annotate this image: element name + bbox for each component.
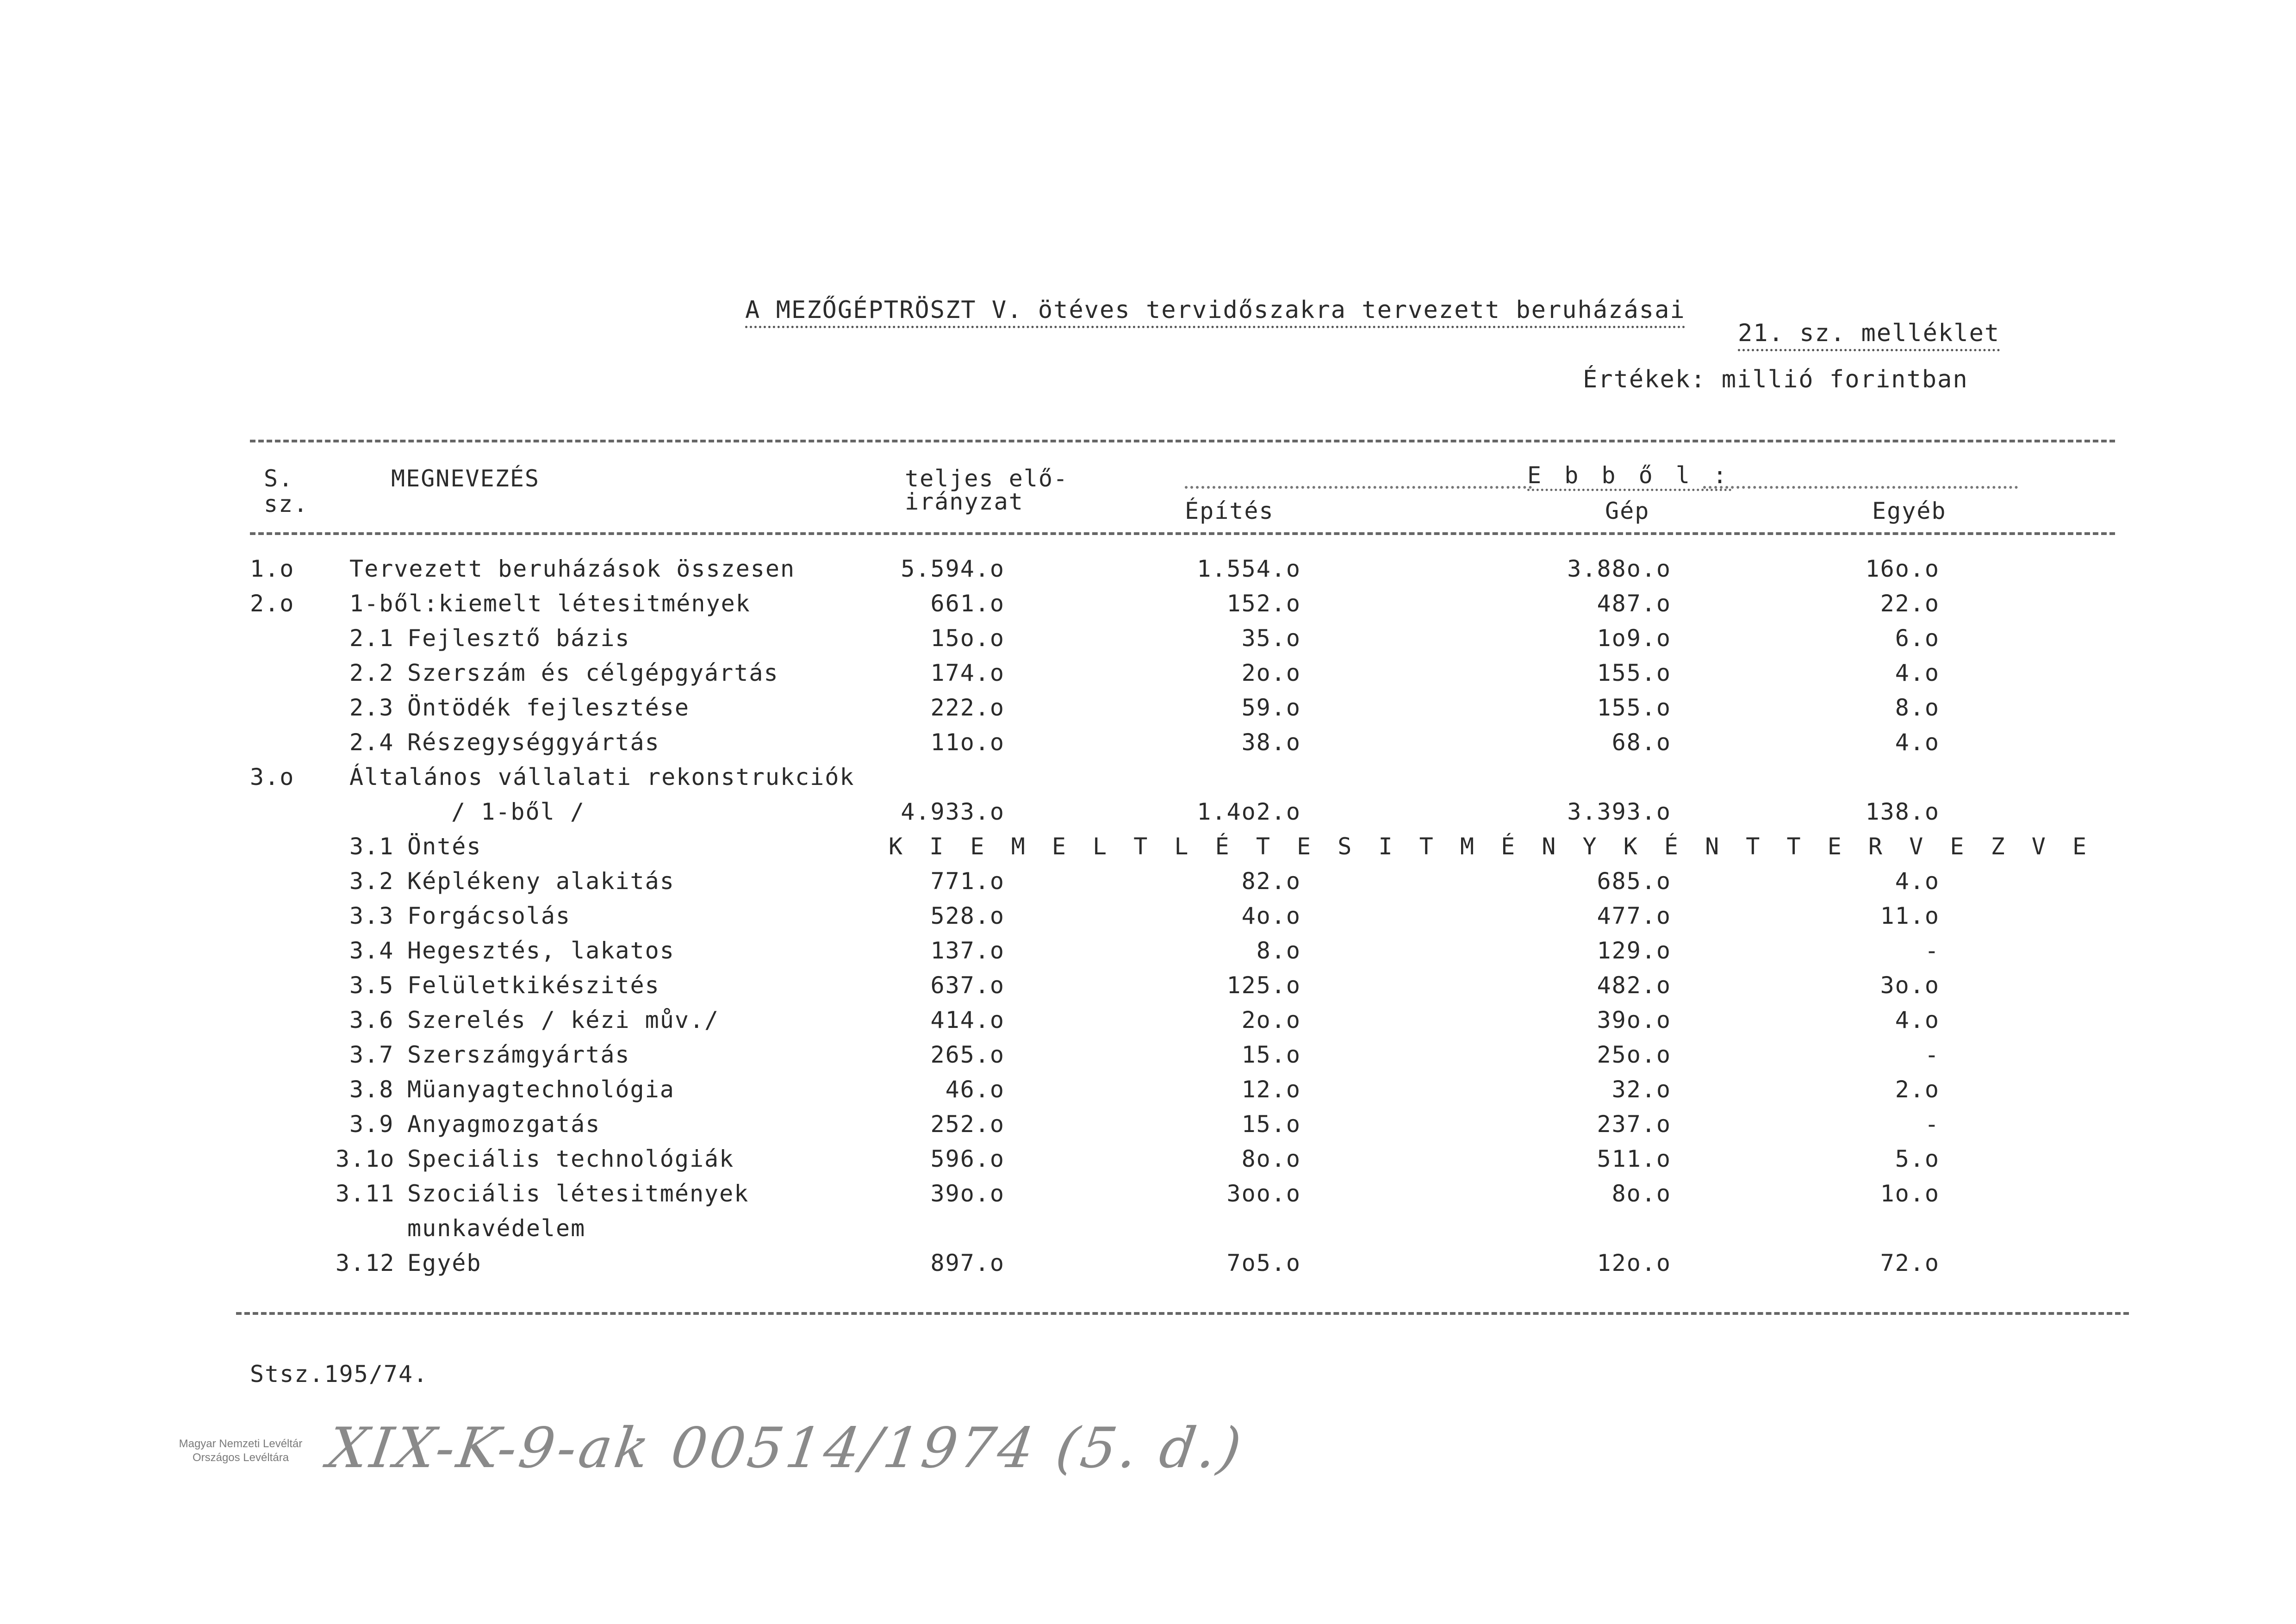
table-row bbox=[0, 798, 2296, 833]
cell-other: 11.o bbox=[1880, 902, 1940, 929]
table-row bbox=[0, 729, 2296, 764]
cell-total: 39o.o bbox=[930, 1180, 1005, 1207]
table-row bbox=[0, 555, 2296, 590]
cell-total: 4.933.o bbox=[901, 798, 1005, 825]
row-label: Öntés bbox=[407, 833, 482, 860]
cell-build: 38.o bbox=[1241, 729, 1301, 756]
footer-reference: Stsz.195/74. bbox=[250, 1361, 429, 1388]
row-subnumber: 2.4 bbox=[349, 729, 394, 756]
table-row bbox=[0, 1076, 2296, 1111]
handwritten-archive-reference: XIX-K-9-ak 00514/1974 (5. d.) bbox=[324, 1416, 1248, 1481]
cell-other: - bbox=[1924, 1041, 1940, 1068]
cell-machine: 155.o bbox=[1597, 660, 1671, 686]
cell-machine: 155.o bbox=[1597, 694, 1671, 721]
document-title: A MEZŐGÉPTRÖSZT V. ötéves tervidőszakra tervezett beruházásai bbox=[745, 296, 1686, 328]
row-label: Felületkikészités bbox=[407, 972, 660, 999]
row-label: Általános vállalati rekonstrukciók bbox=[349, 764, 855, 790]
cell-build: 152.o bbox=[1226, 590, 1301, 617]
cell-total: 11o.o bbox=[930, 729, 1005, 756]
row-subnumber: 3.3 bbox=[349, 902, 394, 929]
row-subnumber: 3.12 bbox=[336, 1250, 395, 1276]
row-subnumber: 3.1 bbox=[349, 833, 394, 860]
cell-machine: 68.o bbox=[1612, 729, 1671, 756]
row-subnumber: 3.1o bbox=[336, 1145, 395, 1172]
table-row bbox=[0, 1111, 2296, 1145]
row-note: K I E M E L T L É T E S I T M É N Y K É N T T E R V E Z V E bbox=[889, 833, 2093, 860]
table-row bbox=[0, 660, 2296, 694]
table-row bbox=[0, 972, 2296, 1007]
cell-build: 1.554.o bbox=[1197, 555, 1301, 582]
cell-other: 1o.o bbox=[1880, 1180, 1940, 1207]
cell-machine: 129.o bbox=[1597, 937, 1671, 964]
ebbol-left-rule bbox=[1185, 486, 1532, 489]
header-machine: Gép bbox=[1605, 498, 1650, 524]
cell-machine: 477.o bbox=[1597, 902, 1671, 929]
row-subnumber: 3.11 bbox=[336, 1180, 395, 1207]
cell-other: 4.o bbox=[1895, 729, 1940, 756]
cell-machine: 511.o bbox=[1597, 1145, 1671, 1172]
header-ebbol: E b b ő l : bbox=[1527, 462, 1731, 491]
row-subnumber: 3.4 bbox=[349, 937, 394, 964]
row-subnumber: 3.6 bbox=[349, 1007, 394, 1033]
table-row bbox=[0, 1215, 2296, 1250]
cell-machine: 1o9.o bbox=[1597, 625, 1671, 652]
archive-stamp bbox=[167, 1437, 315, 1465]
row-label: Szerszámgyártás bbox=[407, 1041, 630, 1068]
cell-machine: 685.o bbox=[1597, 868, 1671, 895]
row-number: 2.o bbox=[250, 590, 295, 617]
row-subnumber: 2.3 bbox=[349, 694, 394, 721]
ebbol-right-rule bbox=[1703, 486, 2018, 489]
header-total-line1: teljes elő- bbox=[905, 465, 1069, 492]
row-subnumber: 3.9 bbox=[349, 1111, 394, 1138]
cell-total: 46.o bbox=[945, 1076, 1005, 1103]
cell-total: 252.o bbox=[930, 1111, 1005, 1138]
cell-other: 72.o bbox=[1880, 1250, 1940, 1276]
table-top-rule bbox=[250, 440, 2115, 442]
table-row bbox=[0, 1007, 2296, 1041]
row-label: Szerszám és célgépgyártás bbox=[407, 660, 779, 686]
cell-build: 82.o bbox=[1241, 868, 1301, 895]
cell-total: 414.o bbox=[930, 1007, 1005, 1033]
cell-other: 4.o bbox=[1895, 1007, 1940, 1033]
table-bottom-rule bbox=[236, 1312, 2129, 1315]
table-row bbox=[0, 1041, 2296, 1076]
row-label: Forgácsolás bbox=[407, 902, 571, 929]
row-label: Fejlesztő bázis bbox=[407, 625, 630, 652]
row-label: Szociális létesitmények bbox=[407, 1180, 749, 1207]
cell-machine: 8o.o bbox=[1612, 1180, 1671, 1207]
cell-other: 5.o bbox=[1895, 1145, 1940, 1172]
row-label-continuation: / 1-ből / bbox=[451, 798, 585, 825]
cell-total: 596.o bbox=[930, 1145, 1005, 1172]
row-label-continuation: munkavédelem bbox=[407, 1215, 586, 1242]
cell-total: 15o.o bbox=[930, 625, 1005, 652]
cell-total: 637.o bbox=[930, 972, 1005, 999]
row-subnumber: 3.5 bbox=[349, 972, 394, 999]
table-row bbox=[0, 625, 2296, 660]
header-name: MEGNEVEZÉS bbox=[391, 465, 540, 492]
header-bottom-rule bbox=[250, 532, 2115, 535]
cell-machine: 32.o bbox=[1612, 1076, 1671, 1103]
row-label: Anyagmozgatás bbox=[407, 1111, 601, 1138]
cell-other: 4.o bbox=[1895, 868, 1940, 895]
row-label: Speciális technológiák bbox=[407, 1145, 734, 1172]
row-subnumber: 3.7 bbox=[349, 1041, 394, 1068]
archive-stamp-line1: Magyar Nemzeti Levéltár bbox=[179, 1437, 303, 1450]
cell-build: 15.o bbox=[1241, 1041, 1301, 1068]
cell-other: - bbox=[1924, 937, 1940, 964]
cell-other: 6.o bbox=[1895, 625, 1940, 652]
cell-other: 22.o bbox=[1880, 590, 1940, 617]
table-row bbox=[0, 833, 2296, 868]
header-total-line2: irányzat bbox=[905, 488, 1024, 515]
cell-total: 661.o bbox=[930, 590, 1005, 617]
cell-other: 3o.o bbox=[1880, 972, 1940, 999]
row-label: Tervezett beruházások összesen bbox=[349, 555, 796, 582]
table-row bbox=[0, 1250, 2296, 1284]
cell-total: 222.o bbox=[930, 694, 1005, 721]
cell-other: 4.o bbox=[1895, 660, 1940, 686]
row-label: 1-ből:kiemelt létesitmények bbox=[349, 590, 751, 617]
cell-machine: 487.o bbox=[1597, 590, 1671, 617]
cell-total: 265.o bbox=[930, 1041, 1005, 1068]
cell-other: - bbox=[1924, 1111, 1940, 1138]
annex-label: 21. sz. melléklet bbox=[1738, 319, 2000, 351]
row-label: Részegységgyártás bbox=[407, 729, 660, 756]
row-label: Öntödék fejlesztése bbox=[407, 694, 690, 721]
cell-machine: 237.o bbox=[1597, 1111, 1671, 1138]
cell-build: 125.o bbox=[1226, 972, 1301, 999]
header-no-line2: sz. bbox=[264, 491, 309, 517]
header-other: Egyéb bbox=[1872, 498, 1947, 524]
cell-build: 8o.o bbox=[1241, 1145, 1301, 1172]
table-row bbox=[0, 1180, 2296, 1215]
cell-other: 138.o bbox=[1865, 798, 1940, 825]
row-subnumber: 2.1 bbox=[349, 625, 394, 652]
cell-build: 12.o bbox=[1241, 1076, 1301, 1103]
row-label: Hegesztés, lakatos bbox=[407, 937, 675, 964]
header-build: Építés bbox=[1185, 498, 1274, 524]
table-row bbox=[0, 902, 2296, 937]
cell-machine: 12o.o bbox=[1597, 1250, 1671, 1276]
table-row bbox=[0, 1145, 2296, 1180]
cell-total: 528.o bbox=[930, 902, 1005, 929]
row-subnumber: 3.2 bbox=[349, 868, 394, 895]
cell-total: 5.594.o bbox=[901, 555, 1005, 582]
cell-machine: 39o.o bbox=[1597, 1007, 1671, 1033]
cell-build: 3oo.o bbox=[1226, 1180, 1301, 1207]
cell-build: 15.o bbox=[1241, 1111, 1301, 1138]
table-row bbox=[0, 764, 2296, 798]
row-subnumber: 3.8 bbox=[349, 1076, 394, 1103]
cell-build: 7o5.o bbox=[1226, 1250, 1301, 1276]
cell-build: 4o.o bbox=[1241, 902, 1301, 929]
row-number: 1.o bbox=[250, 555, 295, 582]
table-row bbox=[0, 937, 2296, 972]
cell-total: 771.o bbox=[930, 868, 1005, 895]
cell-build: 2o.o bbox=[1241, 660, 1301, 686]
unit-note: Értékek: millió forintban bbox=[1583, 366, 1968, 393]
cell-machine: 3.88o.o bbox=[1567, 555, 1671, 582]
header-no-line1: S. bbox=[264, 465, 294, 492]
cell-machine: 482.o bbox=[1597, 972, 1671, 999]
row-subnumber: 2.2 bbox=[349, 660, 394, 686]
cell-build: 2o.o bbox=[1241, 1007, 1301, 1033]
cell-build: 35.o bbox=[1241, 625, 1301, 652]
cell-other: 2.o bbox=[1895, 1076, 1940, 1103]
cell-build: 59.o bbox=[1241, 694, 1301, 721]
row-number: 3.o bbox=[250, 764, 295, 790]
table-row bbox=[0, 694, 2296, 729]
row-label: Szerelés / kézi mův./ bbox=[407, 1007, 720, 1033]
cell-total: 174.o bbox=[930, 660, 1005, 686]
cell-other: 16o.o bbox=[1865, 555, 1940, 582]
row-label: Képlékeny alakitás bbox=[407, 868, 675, 895]
cell-build: 1.4o2.o bbox=[1197, 798, 1301, 825]
row-label: Egyéb bbox=[407, 1250, 482, 1276]
table-row bbox=[0, 868, 2296, 902]
row-label: Müanyagtechnológia bbox=[407, 1076, 675, 1103]
cell-machine: 25o.o bbox=[1597, 1041, 1671, 1068]
cell-machine: 3.393.o bbox=[1567, 798, 1671, 825]
cell-build: 8.o bbox=[1256, 937, 1301, 964]
archive-stamp-line2: Országos Levéltára bbox=[192, 1451, 289, 1464]
table-row bbox=[0, 590, 2296, 625]
cell-total: 137.o bbox=[930, 937, 1005, 964]
cell-total: 897.o bbox=[930, 1250, 1005, 1276]
cell-other: 8.o bbox=[1895, 694, 1940, 721]
